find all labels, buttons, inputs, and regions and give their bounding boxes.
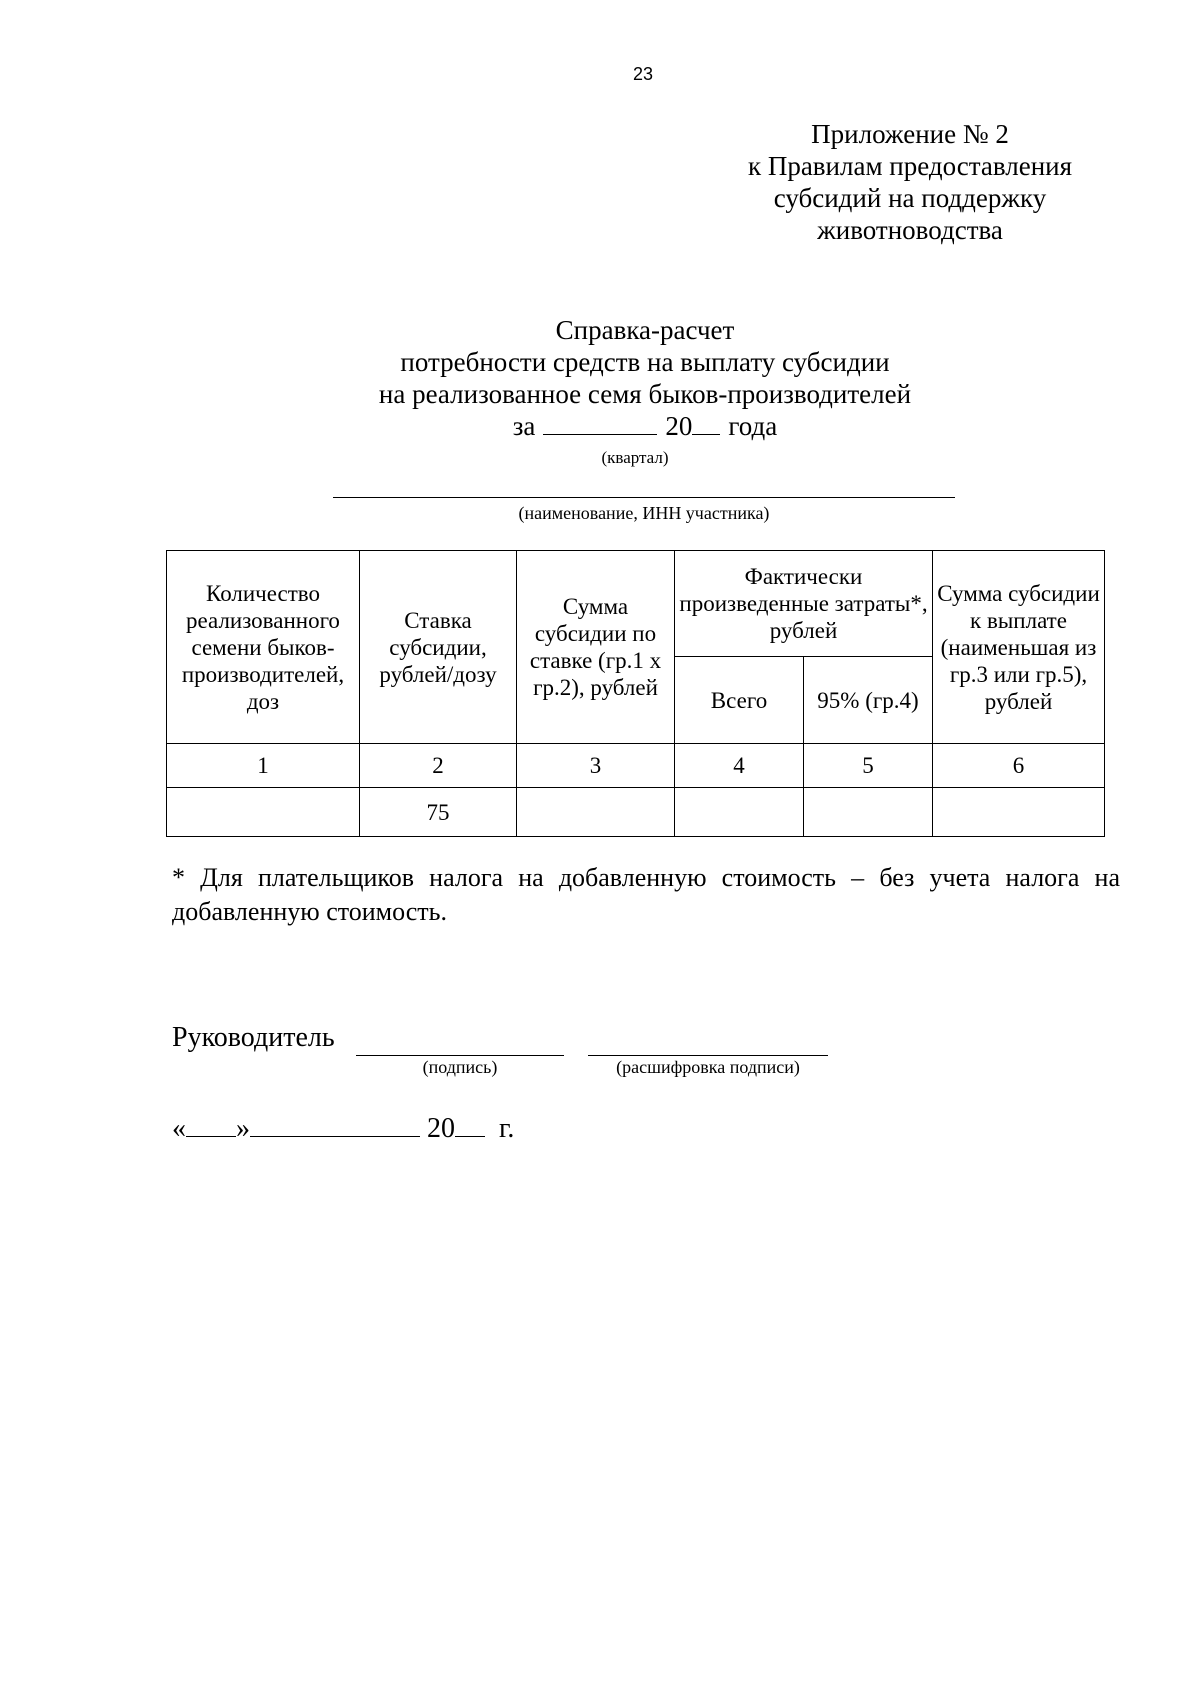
signature-decode-line[interactable]: [588, 1055, 828, 1056]
table-row: [167, 788, 1105, 837]
title-line-3: на реализованное семя быков-производителей: [378, 379, 912, 409]
column-number: 1: [167, 744, 360, 788]
cell-95-percent[interactable]: [804, 788, 933, 837]
participant-caption: (наименование, ИНН участника): [518, 503, 770, 523]
month-blank[interactable]: [250, 1112, 420, 1137]
day-blank[interactable]: [186, 1112, 236, 1137]
date-year-prefix: 20: [427, 1113, 455, 1144]
title-period-line: [250, 410, 1040, 442]
date-suffix: г.: [499, 1113, 515, 1144]
title-line-1: Справка-расчет: [555, 315, 735, 345]
title-year-suffix: года: [728, 411, 778, 441]
header-subsidy-by-rate: Сумма субсидии по ставке (гр.1 х гр.2), рублей: [517, 551, 675, 744]
title-line-2: потребности средств на выплату субсидии: [400, 347, 890, 377]
signature-label: Руководитель: [172, 1022, 335, 1053]
annex-line-4: животноводства: [817, 215, 1003, 245]
title-year-prefix: 20: [665, 411, 693, 441]
cell-quantity[interactable]: [167, 788, 360, 837]
year-blank[interactable]: [692, 412, 720, 435]
table-header-row: [167, 551, 1105, 657]
date-year-blank[interactable]: [455, 1112, 485, 1137]
cell-subsidy-payable[interactable]: [933, 788, 1105, 837]
header-subsidy-payable: Сумма субсидии к выплате (наименьшая из гр.3 или гр.5), рублей: [933, 551, 1105, 744]
date-line: [172, 1112, 514, 1145]
annex-line-2: к Правилам предоставления: [747, 151, 1073, 181]
annex-heading: [650, 118, 1170, 246]
date-open-quote: «: [172, 1113, 186, 1144]
signature-line[interactable]: [356, 1055, 564, 1056]
cell-subsidy-by-rate[interactable]: [517, 788, 675, 837]
document-title: [250, 314, 1040, 442]
date-close-quote: »: [236, 1113, 250, 1144]
title-for-label: за: [512, 411, 536, 441]
column-number: 2: [360, 744, 517, 788]
annex-line-1: Приложение № 2: [811, 119, 1009, 149]
annex-line-3: субсидий на поддержку: [773, 183, 1047, 213]
column-number: 6: [933, 744, 1105, 788]
participant-name-line[interactable]: [333, 497, 955, 498]
signature-caption: (подпись): [422, 1057, 498, 1077]
vat-footnote: * Для плательщиков налога на добавленную стоимость – без учета налога на добавленную стоимость.: [172, 863, 1120, 926]
column-number: 4: [675, 744, 804, 788]
calculation-table: [166, 550, 1105, 837]
page-number: 23: [632, 64, 654, 84]
header-quantity: Количество реализованного семени быков-производителей, доз: [167, 551, 360, 744]
header-rate: Ставка субсидии, рублей/дозу: [360, 551, 517, 744]
column-number: 5: [804, 744, 933, 788]
signature-decode-caption: (расшифровка подписи): [616, 1057, 800, 1077]
header-actual-costs: Фактически произведенные затраты*, рублей: [675, 551, 933, 657]
quarter-blank[interactable]: [543, 412, 657, 435]
header-total: Всего: [675, 657, 804, 744]
header-95-percent: 95% (гр.4): [804, 657, 933, 744]
cell-rate: 75: [360, 788, 517, 837]
table-number-row: [167, 744, 1105, 788]
column-number: 3: [517, 744, 675, 788]
cell-total[interactable]: [675, 788, 804, 837]
quarter-caption: (квартал): [601, 448, 669, 467]
